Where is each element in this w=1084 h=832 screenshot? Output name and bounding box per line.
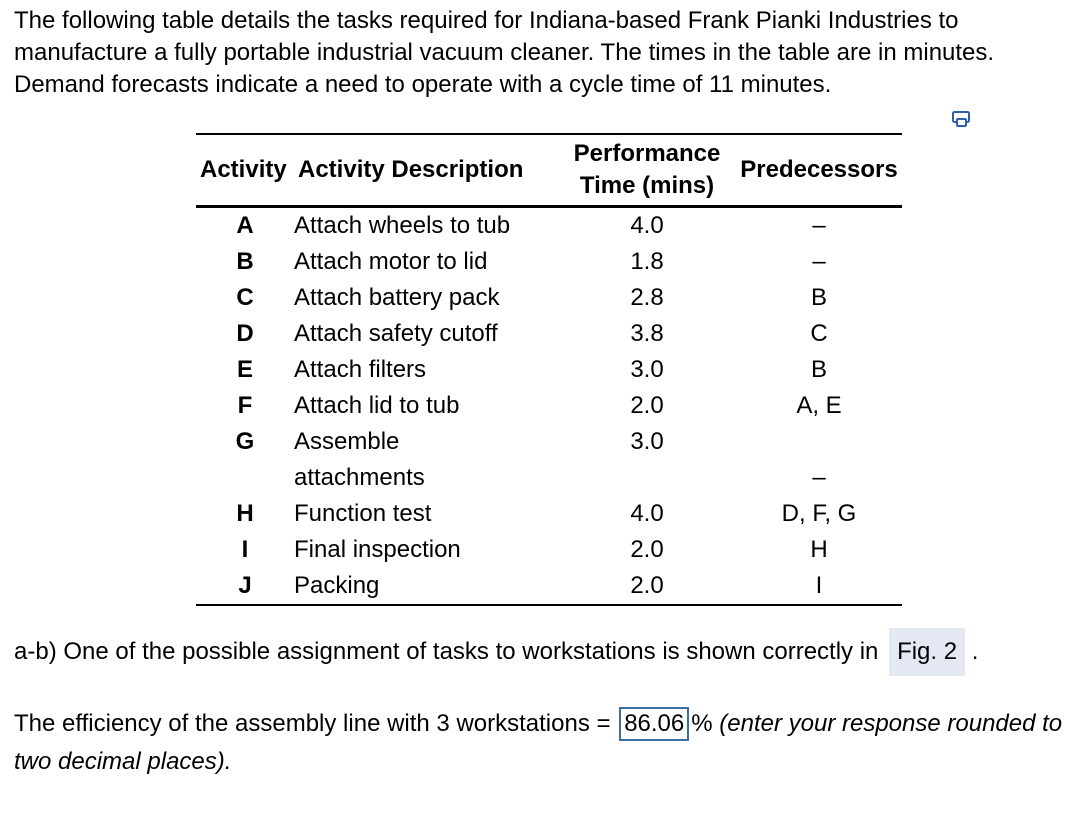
description-line: Attach battery pack <box>294 284 500 311</box>
predecessors-cell: – <box>812 464 826 491</box>
description-line: Attach lid to tub <box>294 392 460 419</box>
description-cell <box>294 568 558 605</box>
description-line: Function test <box>294 500 432 527</box>
predecessors-cell: – <box>812 248 826 275</box>
description-line: attachments <box>294 464 425 491</box>
table-row <box>196 244 902 280</box>
description-cell <box>294 280 558 316</box>
predecessors-cell: B <box>810 356 827 383</box>
time-cell: 1.8 <box>630 248 664 275</box>
header-activity: Activity <box>200 156 287 183</box>
activity-cell: B <box>236 248 254 275</box>
table-row <box>196 424 902 496</box>
copy-table-icon[interactable] <box>951 109 973 131</box>
table-row <box>196 352 902 388</box>
activity-cell: J <box>238 572 252 599</box>
efficiency-note: (enter your response rounded to two decimal places). <box>14 710 1063 775</box>
efficiency-answer-field[interactable]: 86.06 <box>619 707 689 741</box>
table-row <box>196 568 902 605</box>
description-cell <box>294 388 558 424</box>
predecessors-cell: C <box>810 320 828 347</box>
time-cell: 2.8 <box>630 284 664 311</box>
activity-cell: A <box>236 212 254 239</box>
predecessors-cell: D, F, G <box>781 500 857 527</box>
problem-intro: The following table details the tasks required for Indiana-based Frank Pianki Industries to manufacture a fully portable industrial vacuum cleaner. The times in the table are in minutes. Demand forecasts indicate a need to operate with a cycle time of 11 minutes. <box>14 7 995 98</box>
predecessors-cell: A, E <box>796 392 842 419</box>
predecessors-cell: B <box>810 284 827 311</box>
part-ab-text: a-b) One of the possible assignment of tasks to workstations is shown correctly in <box>14 638 879 665</box>
table-row <box>196 532 902 568</box>
time-cell: 3.0 <box>630 428 664 455</box>
activity-cell: D <box>236 320 254 347</box>
time-cell: 2.0 <box>630 392 664 419</box>
header-performance-time <box>558 134 736 207</box>
table-row <box>196 316 902 352</box>
header-time-line1: Performance <box>573 140 721 167</box>
task-table-body <box>196 207 902 606</box>
description-cell <box>294 207 558 245</box>
time-cell: 2.0 <box>630 536 664 563</box>
activity-cell: I <box>241 536 249 563</box>
efficiency-prefix: The efficiency of the assembly line with 3 workstations = <box>14 710 611 737</box>
time-cell: 3.0 <box>630 356 664 383</box>
time-cell: 4.0 <box>630 212 664 239</box>
description-line: Attach wheels to tub <box>294 212 511 239</box>
description-line: Attach safety cutoff <box>294 320 498 347</box>
description-line: Assemble <box>294 428 400 455</box>
activity-cell: G <box>235 428 255 455</box>
description-line: Attach filters <box>294 356 427 383</box>
header-predecessors: Predecessors <box>740 156 898 183</box>
activity-cell: E <box>236 356 253 383</box>
efficiency-question <box>14 705 1074 781</box>
table-header-row <box>196 134 902 207</box>
time-cell: 4.0 <box>630 500 664 527</box>
description-cell <box>294 532 558 568</box>
description-line: Final inspection <box>294 536 461 563</box>
description-cell <box>294 352 558 388</box>
header-time-line2: Time (mins) <box>579 172 715 199</box>
part-ab-statement <box>14 628 978 676</box>
fig-2-link[interactable]: Fig. 2 <box>889 628 965 676</box>
description-cell <box>294 244 558 280</box>
table-row <box>196 496 902 532</box>
description-cell <box>294 496 558 532</box>
efficiency-unit: % <box>691 710 713 737</box>
table-row <box>196 388 902 424</box>
task-table <box>196 133 902 606</box>
description-cell <box>294 424 558 496</box>
predecessors-cell: H <box>810 536 828 563</box>
time-cell: 2.0 <box>630 572 664 599</box>
predecessors-cell: – <box>812 212 826 239</box>
time-cell: 3.8 <box>630 320 664 347</box>
table-row <box>196 280 902 316</box>
task-table-container <box>196 133 902 606</box>
part-ab-end: . <box>971 638 979 665</box>
activity-cell: H <box>236 500 254 527</box>
activity-cell: C <box>236 284 254 311</box>
table-row <box>196 207 902 245</box>
predecessors-cell: I <box>815 572 823 599</box>
activity-cell: F <box>237 392 253 419</box>
header-description: Activity Description <box>298 156 524 183</box>
description-line: Attach motor to lid <box>294 248 488 275</box>
description-cell <box>294 316 558 352</box>
description-line: Packing <box>294 572 380 599</box>
